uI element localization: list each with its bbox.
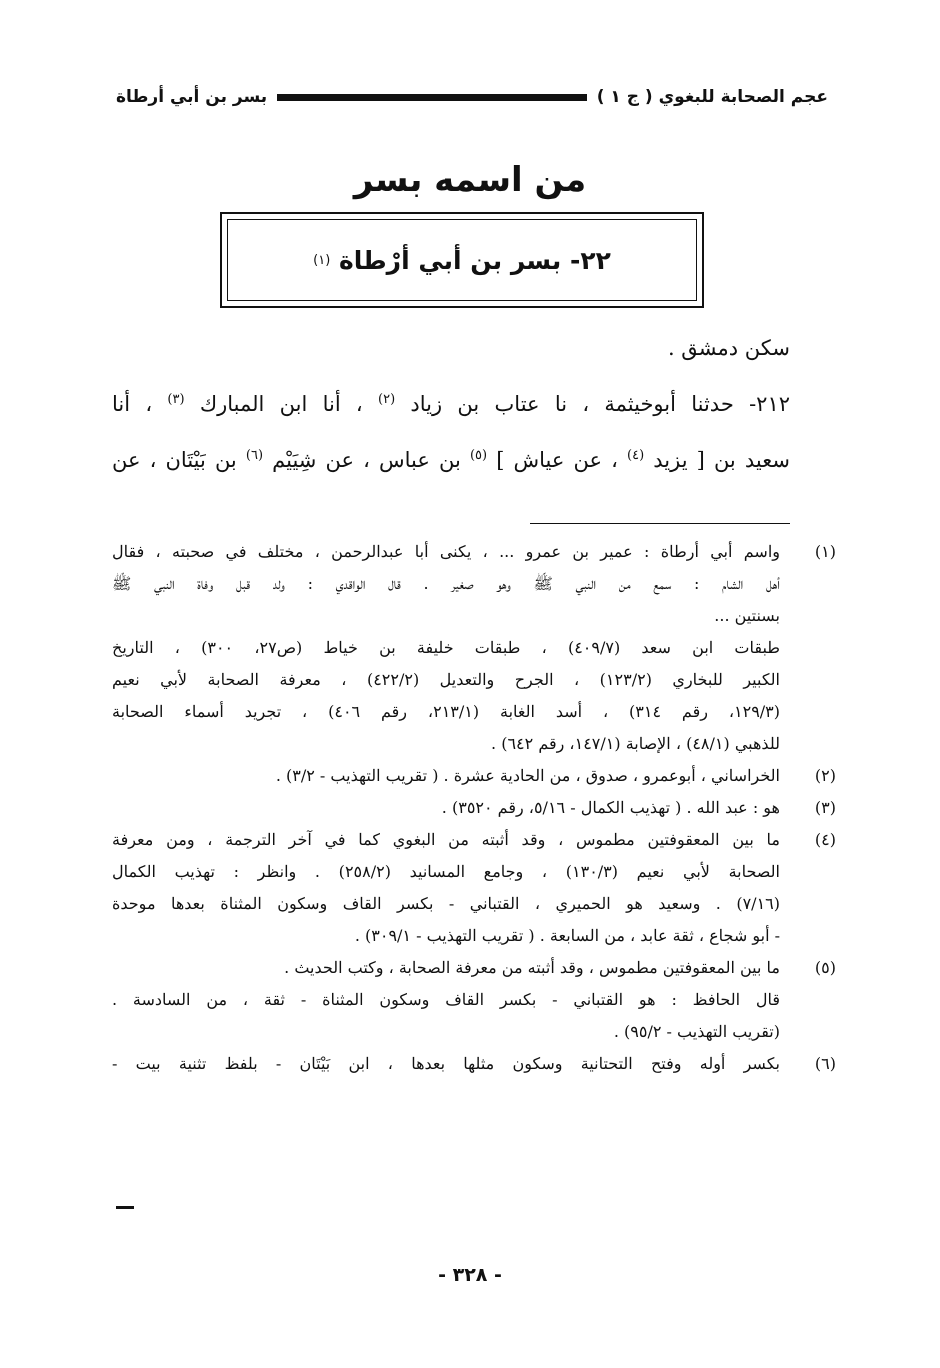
entry-title-inner	[227, 219, 697, 301]
footnote-text: ما بين المعقوفتين مطموس ، وقد أثبته من البغوي كما في آخر الترجمة ، ومن معرفة الصحابة لأبي نعيم (١٣٠/٣) ، وجامع المسانيد (٢٥٨/٢) . وانظر : تهذيب الكمال (٧/١٦) . وسعيد هو الحميري ، القتباني - بكسر القاف وسكون المثناة بعدها موحدة - أبو شجاع ، ثقة عابد ، من السابعة . ( تقريب التهذيب - ٣٠٩/١) .	[112, 830, 780, 945]
footnote-text: واسم أبي أرطاة : عمير بن عمرو ... ، يكنى أبا عبدالرحمن ، مختلف في صحبته ، فقال أهل الشام : سمع من النبي ﷺ وهو صغير . قال الواقدي : ولد قبل وفاة النبي ﷺ بسنتين ... طبقات ابن سعد (٤٠٩/٧) ، طبقات خليفة بن خياط (ص٢٧، ٣٠٠) ، التاريخ الكبير للبخاري (١٢٣/٢) ، الجرح والتعديل (٤٢٢/٢) ، معرفة الصحابة لأبي نعيم (١٢٩/٣، رقم ٣١٤) ، أسد الغابة (٢١٣/١، رقم ٤٠٦) ، تجريد أسماء الصحابة للذهبي (٤٨/١) ، الإصابة (١٤٧/١، رقم ٦٤٢) .	[112, 542, 781, 753]
footnote-number: (٦)	[814, 1054, 836, 1073]
running-header	[116, 82, 828, 112]
chapter-name: بسر بن أبي أرطاة	[116, 87, 268, 107]
footnote-3	[112, 792, 836, 824]
continuation-dash	[116, 1206, 134, 1209]
footnote-text: هو : عبد الله . ( تهذيب الكمال - ٥/١٦، رقم ٣٥٢٠) .	[441, 798, 780, 817]
entry-note-ref: (١)	[313, 252, 331, 268]
footnote-6	[112, 1048, 836, 1080]
footnote-5	[112, 952, 836, 1048]
page-number: - ٣٢٨ -	[438, 1264, 502, 1286]
note-ref-6: (٦)	[245, 448, 264, 463]
footnotes	[112, 536, 836, 1080]
footnote-number: (٣)	[814, 798, 836, 817]
footnote-text: الخراساني ، أبوعمرو ، صدوق ، من الحادية عشرة . ( تقريب التهذيب - ٣/٢) .	[275, 766, 780, 785]
body-line-2: ٢١٢- حدثنا أبوخيثمة ، نا عتاب بن زياد $^{(٢)}$ ، أنا ابن المبارك $^{(٣)}$ ، أنا	[112, 392, 791, 416]
footnote-separator	[530, 523, 790, 524]
footnote-number: (٤)	[814, 830, 836, 849]
note-ref-5: (٥)	[469, 448, 488, 463]
footnote-number: (٥)	[814, 958, 836, 977]
entry-title: ٢٢- بسر بن أبي أرْطاة	[338, 245, 611, 275]
header-rule	[277, 94, 587, 101]
book-title: عجم الصحابة للبغوي ( ج ١ )	[596, 87, 828, 107]
note-ref-2: (٢)	[378, 392, 396, 407]
footnote-4	[112, 824, 836, 952]
footnote-number: (٢)	[814, 766, 836, 785]
footnote-number: (١)	[814, 542, 836, 561]
body-line-1: سكن دمشق .	[667, 336, 790, 360]
footnote-2	[112, 760, 836, 792]
note-ref-3: (٣)	[167, 392, 185, 407]
note-ref-4: (٤)	[627, 448, 645, 463]
entry-title-box	[220, 212, 704, 308]
footnote-text: بكسر أوله وفتح التحتانية وسكون مثلها بعدها ، ابن بَيْتَان - بلفظ تثنية بيت -	[112, 1054, 780, 1073]
body-line-3: سعيد بن [ يزيد $^{(٤)}$ ، عن عياش ] $^{(٥)}$ بن عباس ، عن شِيَيْم $^{(٦)}$ بن بَيْتَان ، عن	[112, 448, 790, 472]
footnote-1	[112, 536, 836, 760]
footnote-text: ما بين المعقوفتين مطموس ، وقد أثبته من معرفة الصحابة ، وكتب الحديث . قال الحافظ : هو القتباني - بكسر القاف وسكون المثناة - ثقة ، من السادسة . (تقريب التهذيب - ٩٥/٢) .	[112, 958, 780, 1041]
section-title: من اسمه بسر	[353, 160, 587, 200]
body-text	[112, 322, 790, 486]
